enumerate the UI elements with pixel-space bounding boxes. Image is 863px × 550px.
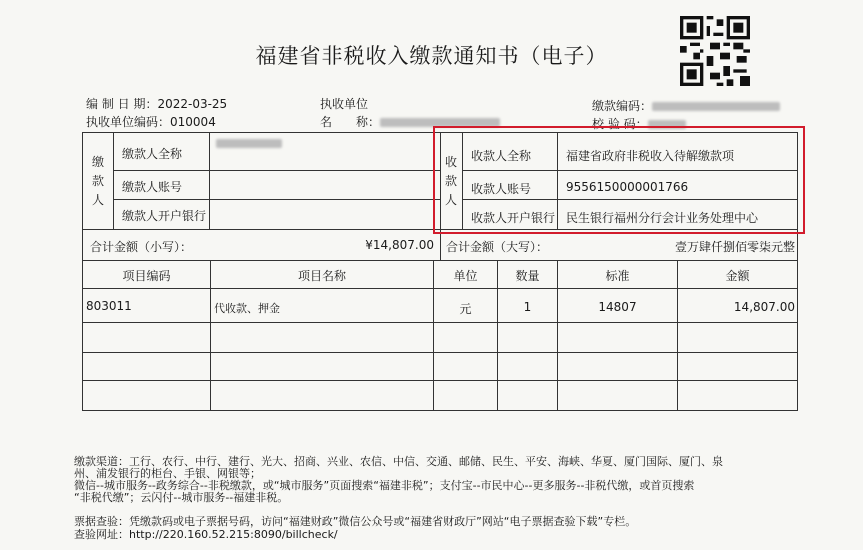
item-code: 803011 (86, 299, 132, 313)
col-header-unit: 单位 (453, 269, 478, 283)
table-rule (82, 410, 798, 411)
pay-code (592, 97, 780, 114)
total-big-value: 壹万肆仟捌佰零柒元整 (674, 240, 795, 254)
table-rule (82, 380, 798, 381)
total-small-value: ¥14,807.00 (365, 238, 434, 252)
payee-section-label: 收款人 (444, 155, 457, 207)
item-qty: 1 (523, 300, 532, 314)
item-name: 代收款、押金 (214, 302, 280, 315)
total-small-label: 合计金额（小写）： (90, 240, 193, 254)
payee-name-value: 福建省政府非税收入待解缴款项 (566, 149, 735, 163)
redacted-payer-name (216, 139, 282, 148)
document-title: 福建省非税收入缴款通知书（电子） (255, 44, 608, 68)
col-header-qty: 数量 (515, 269, 540, 283)
col-header-name: 项目名称 (297, 269, 346, 283)
qr-code (680, 16, 750, 86)
issue-date (86, 95, 227, 112)
table-rule (82, 288, 798, 289)
payee-account-value: 9556150000001766 (566, 180, 689, 194)
issue-date-label: 编 制 日 期： (86, 97, 158, 111)
table-rule (209, 132, 210, 229)
pay-code-label: 缴款编码： (592, 99, 653, 113)
payment-channels-line2: 州、浦发银行的柜台、手银、网银等； (74, 467, 261, 480)
issue-date-value: 2022-03-25 (157, 97, 228, 111)
check-code-label: 校 验 码： (592, 117, 648, 131)
unit-label: 执收单位 (320, 97, 369, 111)
col-header-std: 标准 (605, 269, 630, 283)
payee-bank-label: 收款人开户银行 (471, 211, 556, 225)
bill-check-line2: 查验网址：http://220.160.52.215:8090/billcheck/ (74, 528, 338, 541)
payment-channels-line4: “非税代缴”；云闪付--城市服务--福建非税。 (74, 491, 289, 504)
unit-code (86, 113, 216, 130)
table-rule (82, 322, 798, 323)
payee-name-label: 收款人全称 (471, 149, 532, 163)
bill-check-line1: 票据查验：凭缴款码或电子票据号码，访问“福建财政”微信公众号或“福建省财政厅”网站“电子票据查验下载”专栏。 (74, 515, 637, 528)
item-std: 14807 (598, 300, 637, 314)
redacted-pay-code (652, 102, 780, 111)
table-rule (113, 132, 114, 229)
table-rule (82, 352, 798, 353)
item-amount: 14,807.00 (733, 300, 795, 314)
unit-code-label: 执收单位编码： (86, 115, 171, 129)
table-rule (113, 199, 440, 200)
unit-name-label: 名 称： (320, 115, 381, 129)
total-big-label: 合计金额（大写）： (446, 240, 549, 254)
payee-highlight-box (433, 126, 805, 234)
col-header-amount: 金额 (725, 269, 750, 283)
payee-bank-value: 民生银行福州分行会计业务处理中心 (566, 211, 759, 225)
payment-channels-line1: 缴款渠道：工行、农行、中行、建行、光大、招商、兴业、农信、中信、交通、邮储、民生、平安、海峡、华夏、厦门国际、厦门、泉 (74, 455, 723, 468)
unit-code-value: 010004 (170, 115, 216, 129)
table-rule (82, 260, 798, 261)
payer-name-label: 缴款人全称 (122, 147, 183, 161)
payee-account-label: 收款人账号 (471, 182, 532, 196)
payment-channels-line3: 微信--城市服务--政务综合--非税缴款，或“城市服务”页面搜索“福建非税”；支付宝--市民中心--更多服务--非税代缴，或首页搜索 (74, 479, 695, 492)
item-unit: 元 (459, 302, 472, 316)
payer-account-label: 缴款人账号 (122, 180, 183, 194)
payer-section-label: 缴款人 (91, 155, 104, 207)
table-rule (113, 170, 440, 171)
payer-bank-label: 缴款人开户银行 (122, 209, 207, 223)
col-header-code: 项目编码 (122, 269, 171, 283)
